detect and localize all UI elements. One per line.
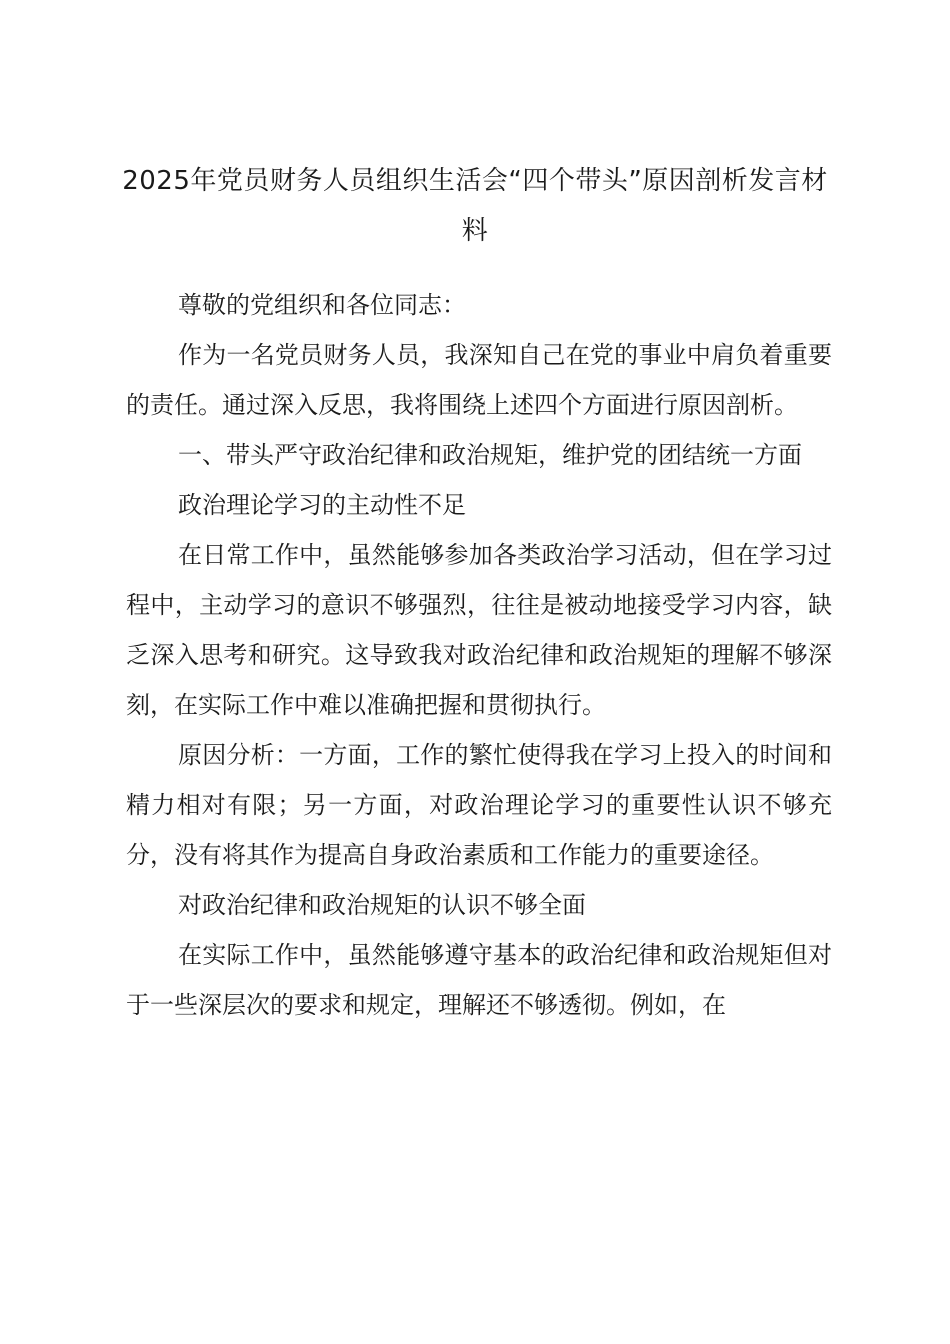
body-paragraph-cause-analysis: 原因分析：一方面，工作的繁忙使得我在学习上投入的时间和精力相对有限；另一方面，对政治理论学习的重要性认识不够充分，没有将其作为提高自身政治素质和工作能力的重要途径。 [126,741,832,869]
body-paragraph-actual-work: 在实际工作中，虽然能够遵守基本的政治纪律和政治规矩但对于一些深层次的要求和规定，理解还不够透彻。例如，在 [126,941,832,1019]
body-paragraph-daily-work: 在日常工作中，虽然能够参加各类政治学习活动，但在学习过程中，主动学习的意识不够强烈，往往是被动地接受学习内容，缺乏深入思考和研究。这导致我对政治纪律和政治规矩的理解不够深刻，在实际工作中难以准确把握和贯彻执行。 [126,541,832,719]
salutation: 尊敬的党组织和各位同志： [178,291,466,319]
document-title: 2025年党员财务人员组织生活会“四个带头”原因剖析发言材料 [122,166,828,246]
document-body [126,280,832,1030]
section-heading-1: 一、带头严守政治纪律和政治规矩，维护党的团结统一方面 [178,441,802,469]
subheading-discipline-understanding: 对政治纪律和政治规矩的认识不够全面 [178,891,586,919]
subheading-theory-study: 政治理论学习的主动性不足 [178,491,466,519]
intro-paragraph: 作为一名党员财务人员，我深知自己在党的事业中肩负着重要的责任。通过深入反思，我将围绕上述四个方面进行原因剖析。 [126,341,832,419]
